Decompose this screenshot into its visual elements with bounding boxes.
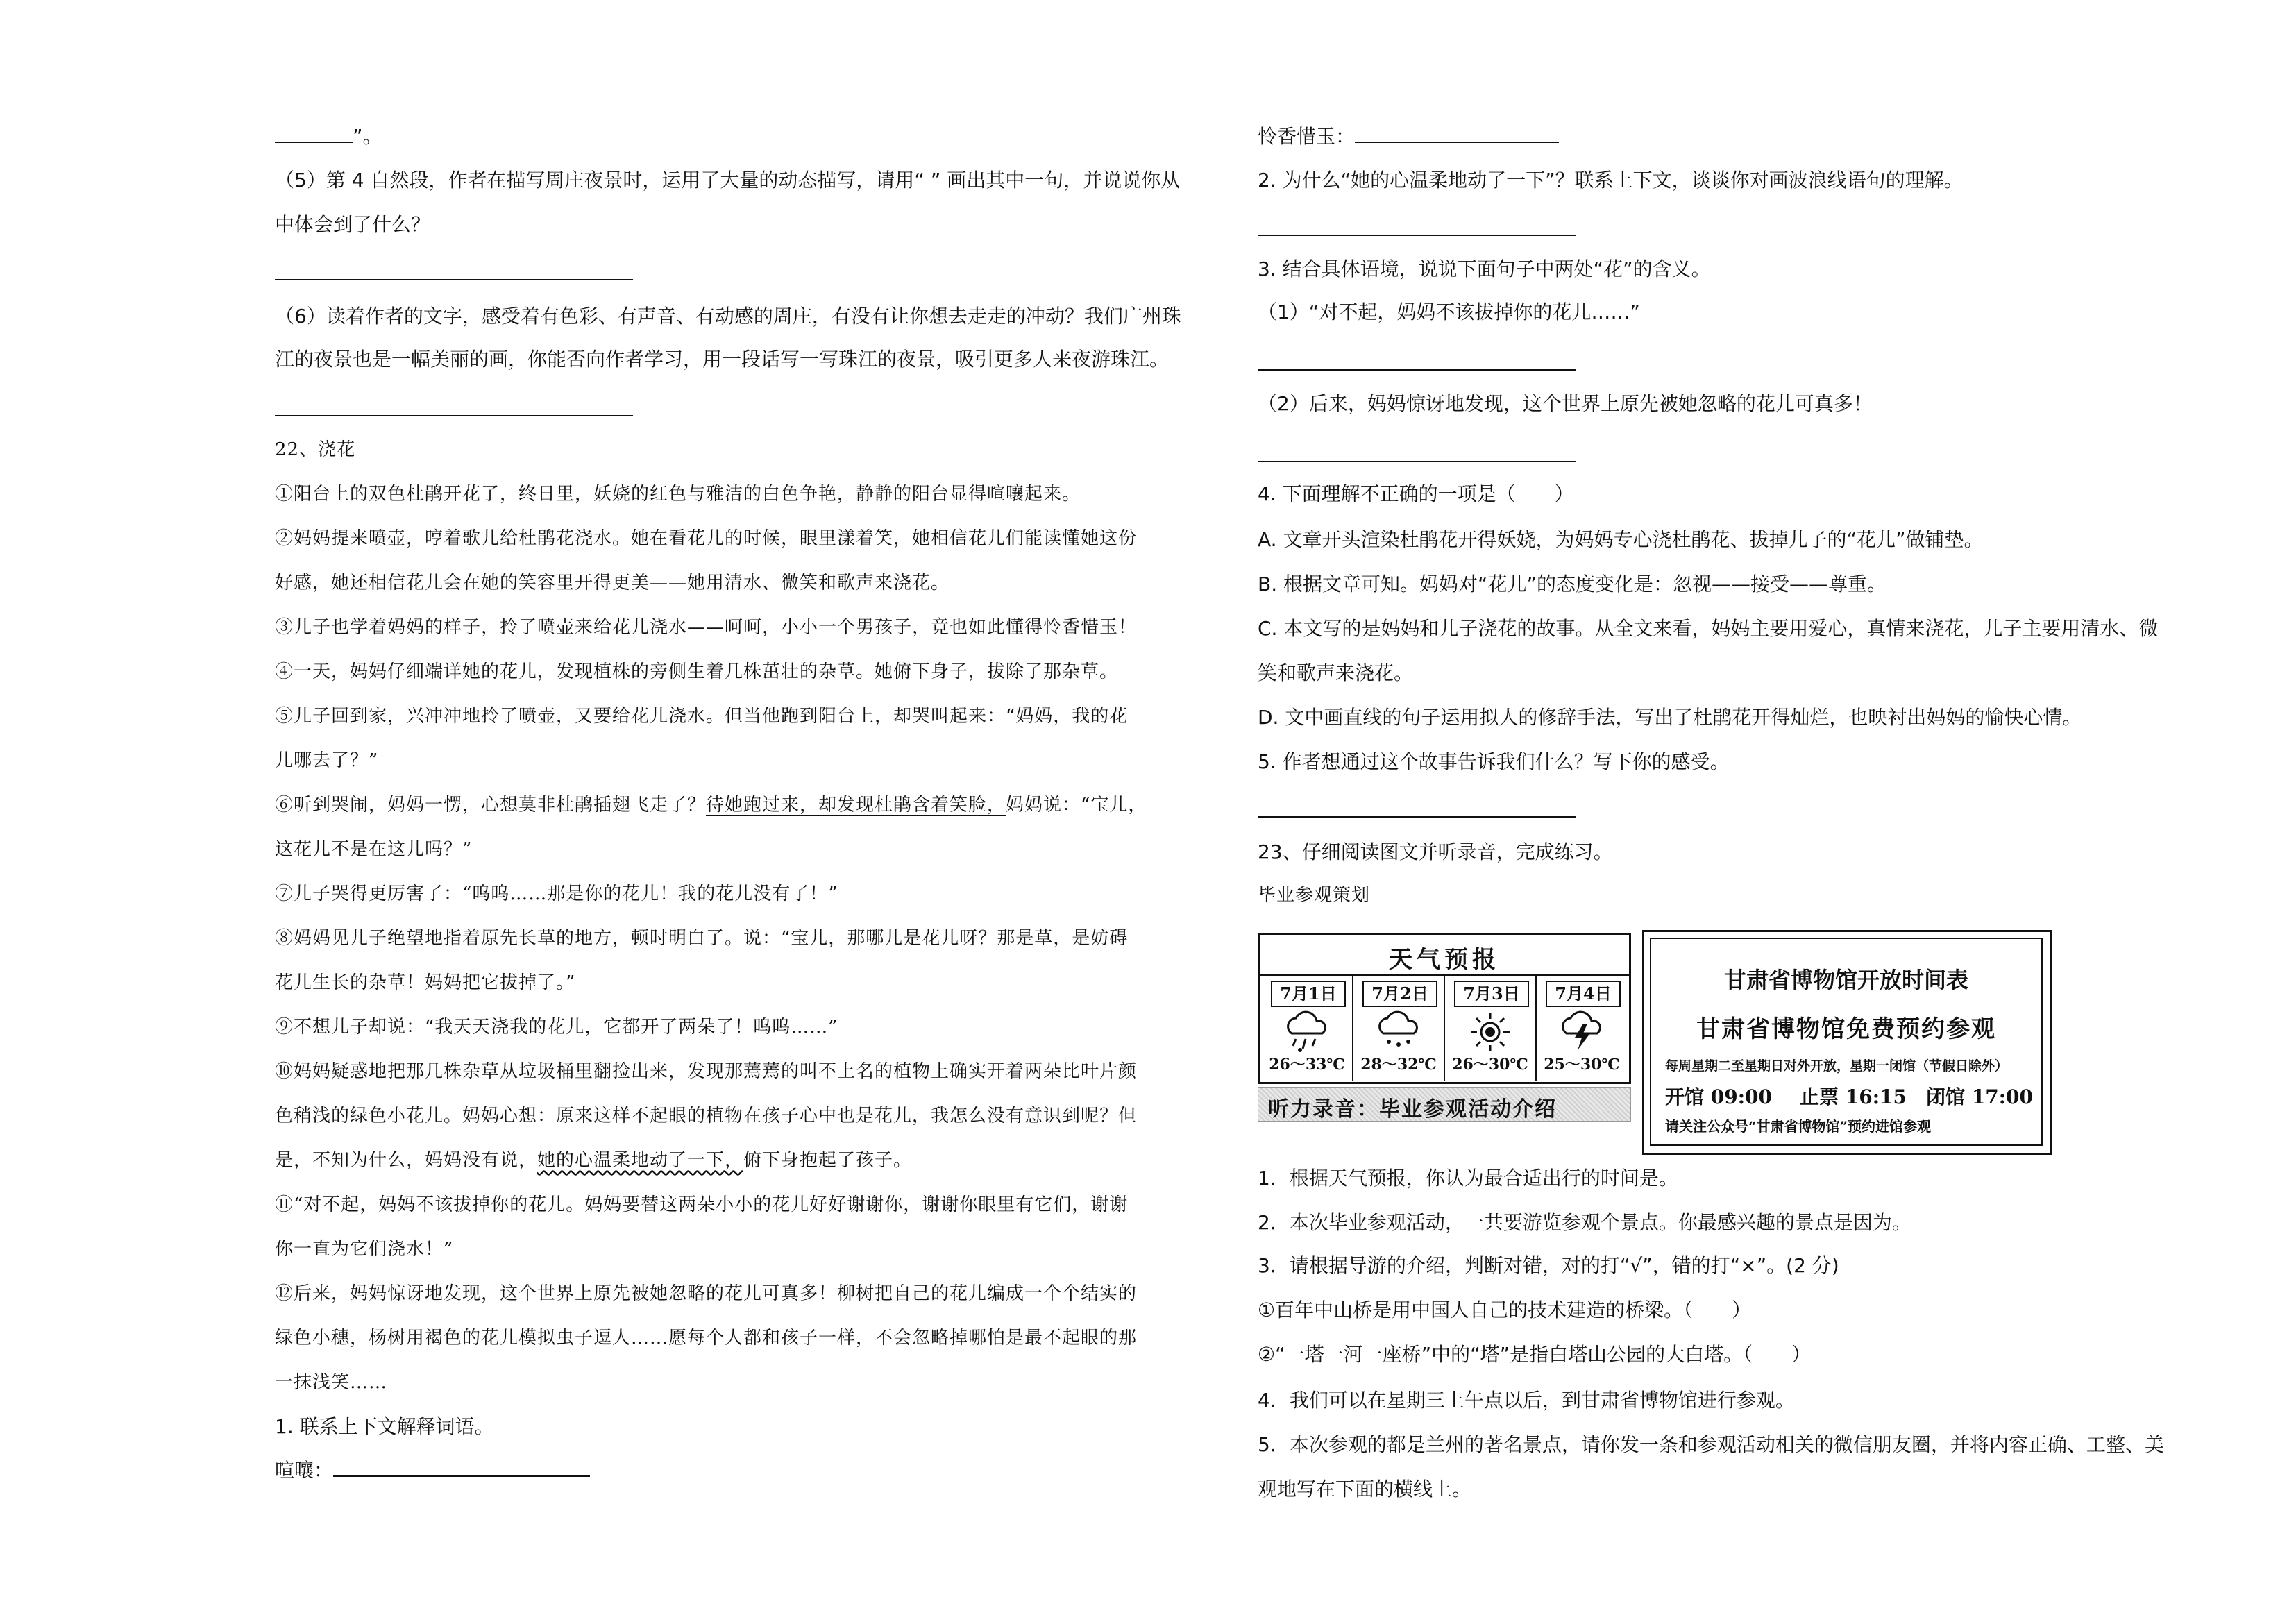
paragraph-10: ⑩妈妈疑惑地把那几株杂草从垃圾桶里翻捡出来，发现那蔫蔫的叫不上名的植物上确实开着两朵比叶片颜: [275, 1061, 1138, 1082]
museum-title: 甘肃省博物馆开放时间表: [1723, 967, 1968, 993]
wavy-underlined-sentence: 她的心温柔地动了一下，: [537, 1150, 744, 1171]
question-23: 23、仔细阅读图文并听录音，完成练习。: [1258, 840, 1613, 863]
option-c-cont: 笑和歌声来浇花。: [1258, 661, 1414, 684]
answer-line-prev: ”。: [275, 124, 382, 149]
answer-line[interactable]: [275, 279, 633, 280]
paragraph-11: ⑪“对不起，妈妈不该拔掉你的花儿。妈妈要替这两朵小小的花儿好好谢谢你，谢谢你眼里有它们，谢谢: [275, 1194, 1129, 1215]
museum-reservation: 请关注公众号“甘肃省博物馆”预约进馆参观: [1665, 1118, 1932, 1135]
listening-q3-1: ①百年中山桥是用中国人自己的技术建造的桥梁。（ ）: [1258, 1299, 1752, 1321]
option-b: B. 根据文章可知。妈妈对“花儿”的态度变化是：忽视——接受——尊重。: [1258, 573, 1887, 595]
weather-day-1: 7月1日 26～33℃: [1263, 976, 1351, 1079]
weather-day-2: 7月2日 28～32℃: [1354, 976, 1443, 1079]
weather-day-3: 7月3日 26～30℃: [1446, 976, 1535, 1079]
question-6-cont: 江的夜景也是一幅美丽的画，你能否向作者学习，用一段话写一写珠江的夜景，吸引更多人来夜游珠江。: [275, 348, 1170, 371]
paragraph-10-end: 是，不知为什么，妈妈没有说，她的心温柔地动了一下，俯下身抱起了孩子。: [275, 1150, 913, 1171]
thunder-cloud-icon: [1554, 1010, 1610, 1054]
paragraph-12: ⑫后来，妈妈惊讶地发现，这个世界上原先被她忽略的花儿可真多！柳树把自己的花儿编成一个个结实的: [275, 1283, 1138, 1304]
paragraph-8-cont: 花儿生长的杂草！妈妈把它拔掉了。”: [275, 972, 576, 993]
answer-blank[interactable]: [1355, 124, 1559, 143]
paragraph-6: ⑥听到哭闹，妈妈一愣，心想莫非杜鹃插翅飞走了？待她跑过来，却发现杜鹃含着笑脸，妈妈说：“宝儿，: [275, 795, 1147, 815]
vocab-item-2: 怜香惜玉：: [1258, 124, 1559, 149]
paragraph-7: ⑦儿子哭得更厉害了：“呜呜……那是你的花儿！我的花儿没有了！”: [275, 883, 838, 904]
museum-close-time: 闭馆 17:00: [1926, 1085, 2034, 1108]
sun-icon: [1462, 1010, 1518, 1054]
museum-open-days: 每周星期二至星期日对外开放，星期一闭馆（节假日除外）: [1665, 1058, 2009, 1074]
question-2: 2. 为什么“她的心温柔地动了一下”？联系上下文，谈谈你对画波浪线语句的理解。: [1258, 169, 1964, 192]
listening-q4: 4．我们可以在星期三上午点以后，到甘肃省博物馆进行参观。: [1258, 1389, 1795, 1412]
answer-blank[interactable]: [333, 1457, 590, 1477]
weather-box: [1258, 933, 1631, 1084]
option-a: A. 文章开头渲染杜鹃花开得妖娆，为妈妈专心浇杜鹃花、拔掉儿子的“花儿”做铺垫。: [1258, 528, 1984, 551]
listening-q1: 1．根据天气预报，你认为最合适出行的时间是。: [1258, 1167, 1678, 1190]
listening-q2: 2．本次毕业参观活动，一共要游览参观个景点。你最感兴趣的景点是因为。: [1258, 1211, 1911, 1234]
museum-notice: [1642, 930, 2052, 1155]
paragraph-1: ①阳台上的双色杜鹃开花了，终日里，妖娆的红色与雅洁的白色争艳，静静的阳台显得喧嚷起来。: [275, 484, 1081, 505]
paragraph-2: ②妈妈提来喷壶，哼着歌儿给杜鹃花浇水。她在看花儿的时候，眼里漾着笑，她相信花儿们能读懂她这份: [275, 528, 1138, 549]
weather-day-4: 7月4日 25～30℃: [1537, 976, 1626, 1079]
underlined-sentence: 待她跑过来，却发现杜鹃含着笑脸，: [706, 795, 1006, 815]
divider: [1260, 974, 1629, 976]
paragraph-11-cont: 你一直为它们浇水！”: [275, 1239, 454, 1260]
paragraph-9: ⑨不想儿子却说：“我天天浇我的花儿，它都开了两朵了！呜呜……”: [275, 1017, 838, 1038]
question-5: 5. 作者想通过这个故事告诉我们什么？写下你的感受。: [1258, 750, 1730, 773]
listening-q5-cont: 观地写在下面的横线上。: [1258, 1478, 1472, 1500]
weather-title: 天气预报: [1389, 946, 1500, 974]
paragraph-5: ⑤儿子回到家，兴冲冲地拎了喷壶，又要给花儿浇水。但当他跑到阳台上，却哭叫起来：“妈妈，我的花: [275, 706, 1129, 727]
museum-open-time: 开馆 09:00: [1665, 1085, 1773, 1108]
answer-blank[interactable]: [275, 124, 353, 143]
option-c: C. 本文写的是妈妈和儿子浇花的故事。从全文来看，妈妈主要用爱心，真情来浇花，儿子主要用清水、微: [1258, 617, 2159, 640]
option-d: D. 文中画直线的句子运用拟人的修辞手法，写出了杜鹃花开得灿烂，也映衬出妈妈的愉快心情。: [1258, 706, 2082, 729]
paragraph-8: ⑧妈妈见儿子绝望地指着原先长草的地方，顿时明白了。说：“宝儿，那哪儿是花儿呀？那是草，是妨碍: [275, 928, 1129, 949]
question-5: （5）第 4 自然段，作者在描写周庄夜景时，运用了大量的动态描写，请用“ ” 画出其中一句，并说说你从: [275, 169, 1181, 192]
paragraph-4: ④一天，妈妈仔细端详她的花儿，发现植株的旁侧生着几株茁壮的杂草。她俯下身子，拔除了那杂草。: [275, 661, 1119, 682]
vocab-question: 1. 联系上下文解释词语。: [275, 1415, 494, 1438]
answer-line[interactable]: [275, 415, 633, 416]
listening-q3: 3．请根据导游的介绍，判断对错，对的打“√”，错的打“×”。(2 分): [1258, 1254, 1839, 1277]
paragraph-6-cont: 这花儿不是在这儿吗？”: [275, 839, 473, 860]
paragraph-12-end: 一抹浅笑……: [275, 1372, 388, 1393]
question-5-cont: 中体会到了什么？: [275, 213, 431, 236]
listening-q5: 5．本次参观的都是兰州的著名景点，请你发一条和参观活动相关的微信朋友圈，并将内容正确、工整、美: [1258, 1433, 2164, 1456]
answer-line[interactable]: [1258, 369, 1576, 371]
vocab-item-1: 喧嚷：: [275, 1457, 590, 1483]
answer-line[interactable]: [1258, 816, 1576, 818]
rain-cloud-icon: [1279, 1010, 1335, 1054]
paragraph-5-cont: 儿哪去了？”: [275, 750, 379, 771]
question-3-2: （2）后来，妈妈惊讶地发现，这个世界上原先被她忽略的花儿可真多！: [1258, 392, 1873, 415]
answer-line[interactable]: [1258, 461, 1576, 462]
light-rain-cloud-icon: [1371, 1010, 1426, 1054]
weather-forecast-panel: [1258, 933, 1630, 1120]
question-3-1: （1）“对不起，妈妈不该拔掉你的花儿……”: [1258, 301, 1640, 323]
question-6: （6）读着作者的文字，感受着有色彩、有声音、有动感的周庄，有没有让你想去走走的冲动？我们广州珠: [275, 305, 1181, 328]
paragraph-10-cont: 色稍浅的绿色小花儿。妈妈心想：原来这样不起眼的植物在孩子心中也是花儿，我怎么没有意识到呢？但: [275, 1106, 1138, 1126]
paragraph-3: ③儿子也学着妈妈的样子，拎了喷壶来给花儿浇水——呵呵，小小一个男孩子，竟也如此懂得怜香惜玉！: [275, 617, 1138, 638]
audio-banner[interactable]: 听力录音：毕业参观活动介绍: [1258, 1087, 1631, 1122]
paragraph-2-cont: 好感，她还相信花儿会在她的笑容里开得更美——她用清水、微笑和歌声来浇花。: [275, 573, 950, 593]
question-4: 4. 下面理解不正确的一项是（ ）: [1258, 482, 1574, 505]
paragraph-12-cont: 绿色小穗，杨树用褐色的花儿模拟虫子逗人……愿每个人都和孩子一样，不会忽略掉哪怕是最不起眼的那: [275, 1328, 1138, 1348]
museum-subtitle: 甘肃省博物馆免费预约参观: [1696, 1015, 1996, 1043]
listening-q3-2: ②“一塔一河一座桥”中的“塔”是指白塔山公园的大白塔。（ ）: [1258, 1343, 1812, 1366]
museum-ticket-stop: 止票 16:15: [1800, 1085, 1907, 1108]
answer-line[interactable]: [1258, 235, 1576, 236]
passage-title: 22、浇花: [275, 439, 356, 460]
question-3: 3. 结合具体语境，说说下面句子中两处“花”的含义。: [1258, 257, 1711, 280]
plan-label: 毕业参观策划: [1258, 885, 1371, 906]
